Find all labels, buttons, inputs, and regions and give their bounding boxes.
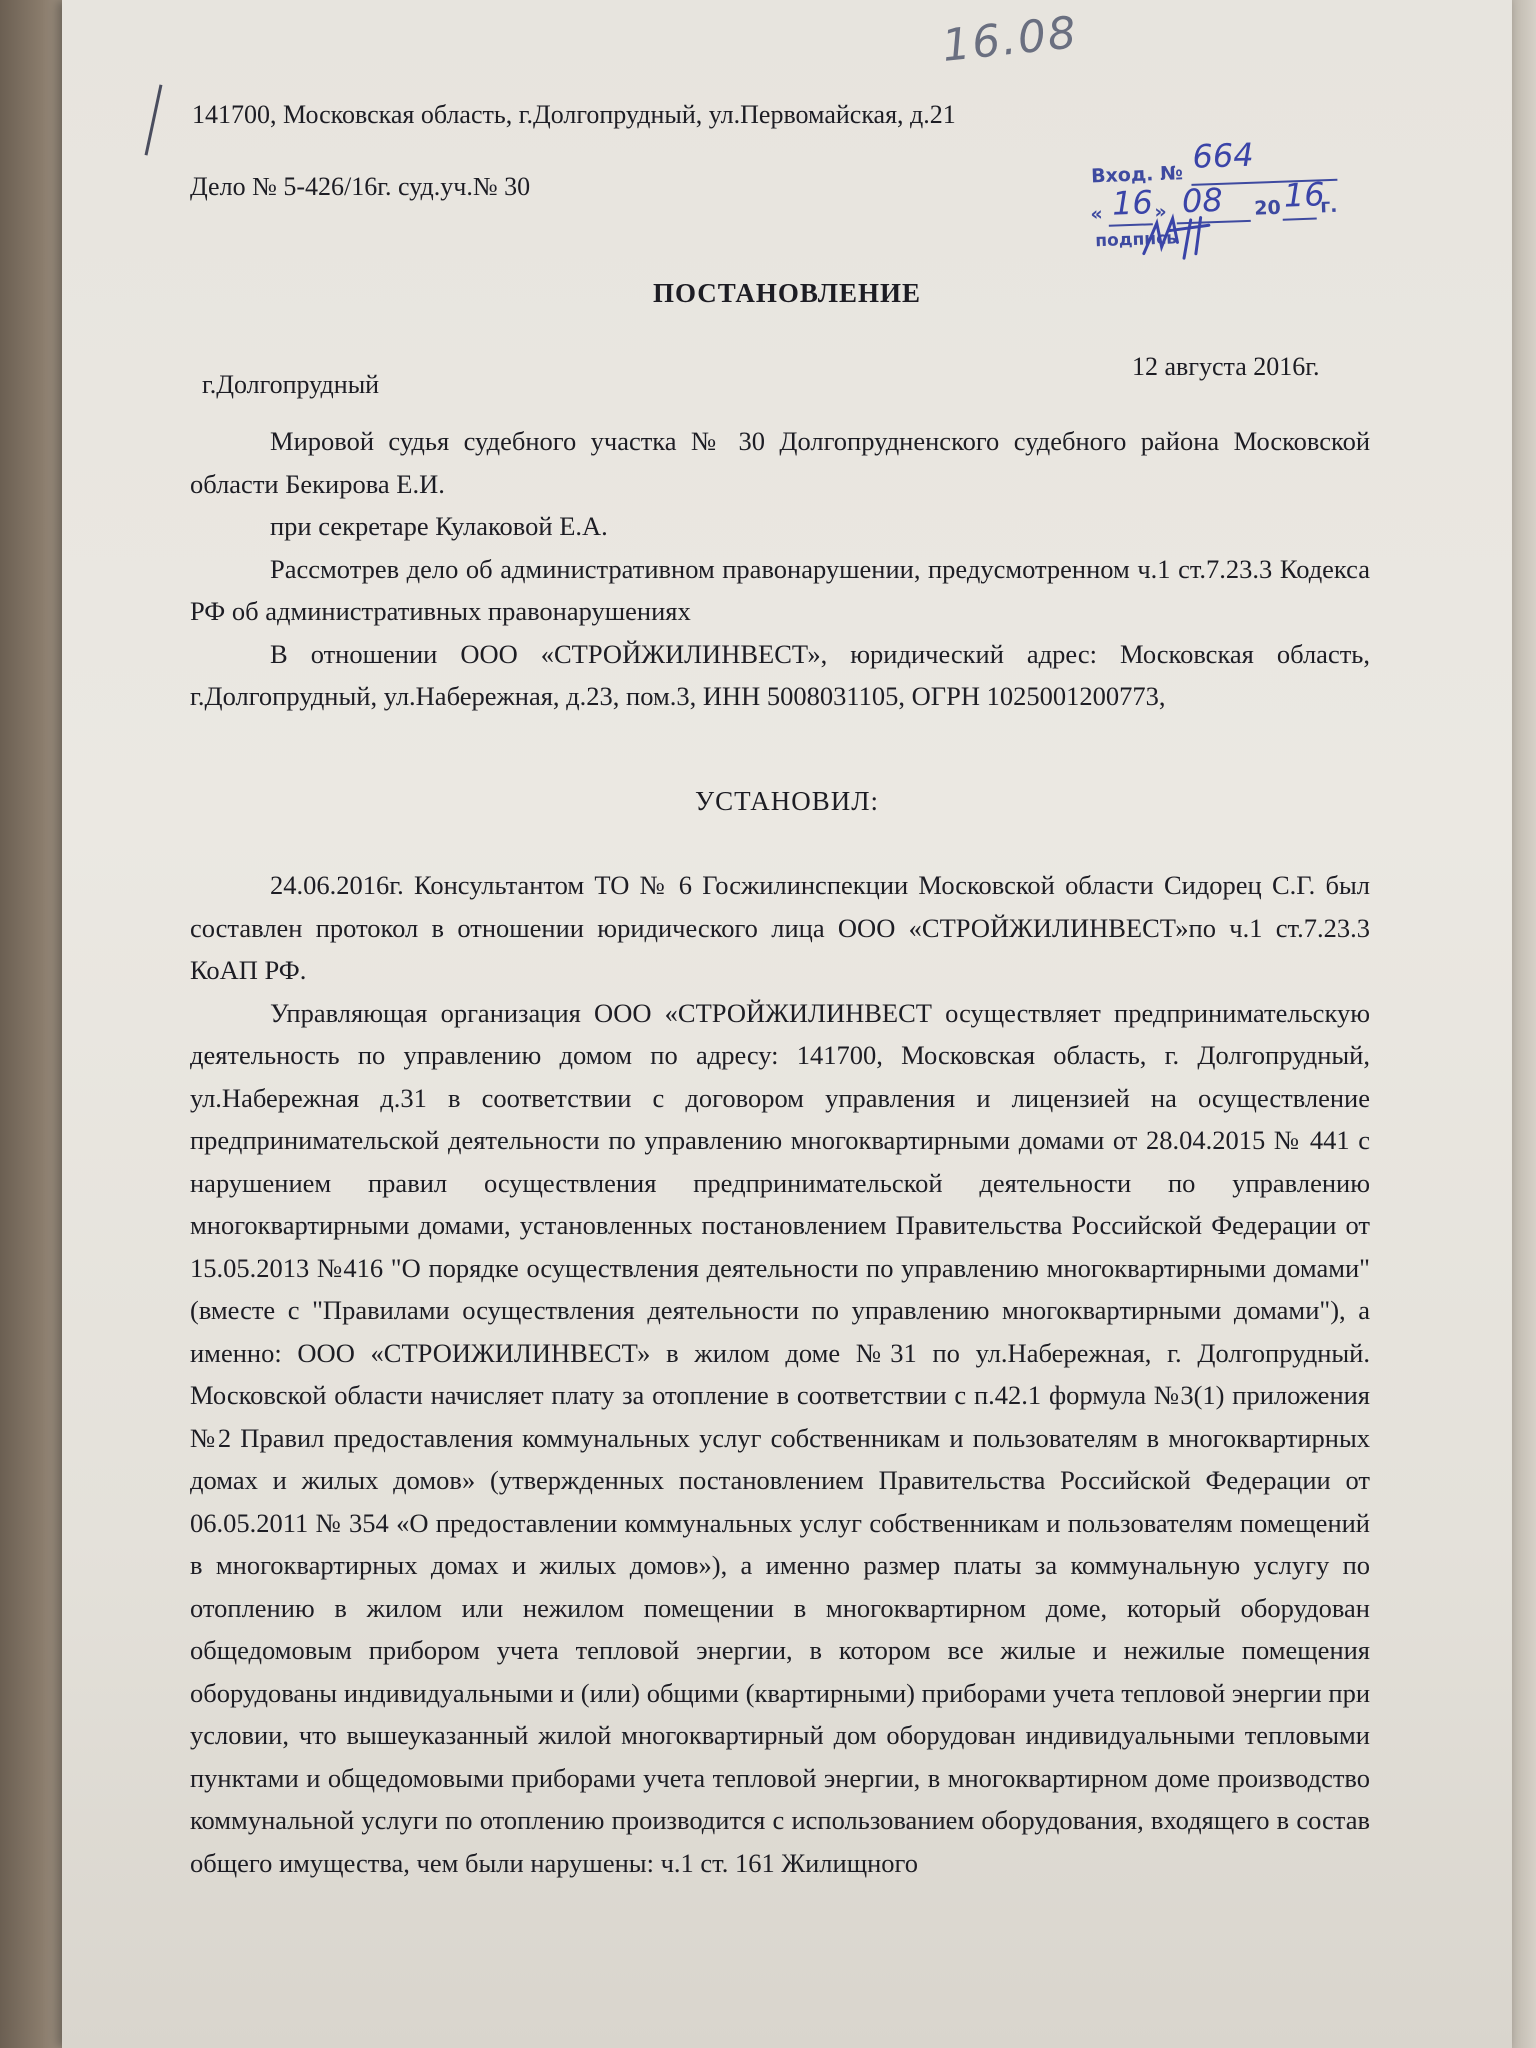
intro-paragraph: при секретаре Кулаковой Е.А. [270, 511, 608, 541]
stamp-incoming-label: Вход. № [1090, 162, 1184, 188]
margin-pen-mark [145, 84, 163, 155]
court-address: 141700, Московская область, г.Долгопрудный, ул.Первомайская, д.21 [192, 100, 956, 129]
stamp-quote-open: « [1090, 202, 1104, 226]
intro-paragraph: Мировой судья судебного участка № 30 Долгопрудненского судебного района Московской области Бекирова Е.И. [190, 426, 1370, 499]
stamp-incoming-number: 664 [1191, 135, 1255, 176]
incoming-registration-stamp [1026, 134, 1350, 265]
body-paragraph: Управляющая организация ООО «СТРОЙЖИЛИНВЕСТ осуществляет предпринимательскую деятельность по управлению домом по адресу: 141700, Московская область, г. Долгопрудный, ул.Набережная д.31 в соответствии с договором управления и лицензией на осуществление предпринимательской деятельности по управлению многоквартирными домами от 28.04.2015 № 441 с нарушением правил осуществления предпринимательской деятельности по управлению многоквартирными домами, установленных постановлением Правительства Российской Федерации от 15.05.2013 №416 "О порядке осуществления деятельности по управлению многоквартирными домами" (вместе с "Правилами осуществления деятельности по управлению многоквартирными домами"), а именно: ООО «СТРОИЖИЛИНВЕСТ» в жилом доме №31 по ул.Набережная, г. Долгопрудный. Московской области начисляет плату за отопление в соответствии с п.42.1 формула №3(1) приложения №2 Правил предоставления коммунальных услуг собственникам и пользователям в многоквартирных домах и жилых домов» (утвержденных постановлением Правительства Российской Федерации от 06.05.2011 № 354 «О предоставлении коммунальных услуг собственникам и пользователям помещений в многоквартирных домах и жилых домов»), а именно размер платы за коммунальную услугу по отоплению в жилом или нежилом помещении в многоквартирном доме, который оборудован общедомовым прибором учета тепловой энергии, в котором все жилые и нежилые помещения оборудованы индивидуальными и (или) общими (квартирными) приборами учета тепловой энергии при условии, что вышеуказанный жилой многоквартирный дом оборудован индивидуальными тепловыми пунктами и общедомовыми приборами учета тепловой энергии, в многоквартирном доме производство коммунальной услуги по отоплению производится с использованием оборудования, входящего в состав общего имущества, чем были нарушены: ч.1 ст. 161 Жилищного [190, 997, 1370, 1878]
case-number: Дело № 5-426/16г. суд.уч.№ 30 [190, 172, 531, 201]
handwritten-signature [1138, 211, 1220, 262]
stamp-year-prefix: 20 [1253, 196, 1282, 220]
body-paragraph: 24.06.2016г. Консультантом ТО № 6 Госжилинспекции Московской области Сидорец С.Г. был составлен протокол в отношении юридического лица ООО «СТРОЙЖИЛИНВЕСТ»по ч.1 ст.7.23.3 КоАП РФ. [190, 870, 1370, 985]
document-title: ПОСТАНОВЛЕНИЕ [652, 278, 922, 308]
stamp-year-suffix: 16 [1283, 175, 1326, 215]
desk-background-left [0, 0, 70, 2048]
handwritten-date-note: 16.08 [939, 7, 1081, 72]
intro-section [190, 420, 1370, 718]
intro-paragraph: В отношении ООО «СТРОЙЖИЛИНВЕСТ», юридический адрес: Московская область, г.Долгопрудный, ул.Набережная, д.23, пом.3, ИНН 5008031105, ОГРН 1025001200773, [190, 638, 1370, 711]
stamp-day: 16 [1111, 183, 1154, 223]
stamp-month: 08 [1181, 180, 1224, 221]
stamp-year-underline [1283, 218, 1317, 221]
stamp-signature-label: подпись [1095, 228, 1178, 252]
intro-paragraph: Рассмотрев дело об административном правонарушении, предусмотренном ч.1 ст.7.23.3 Кодекса РФ об административных правонарушениях [190, 553, 1370, 626]
stamp-year-unit: г. [1319, 194, 1338, 218]
body-section [190, 864, 1370, 1884]
section-heading-established: УСТАНОВИЛ: [694, 786, 880, 816]
document-page [62, 0, 1512, 2048]
document-city: г.Долгопрудный [202, 370, 380, 399]
stamp-quote-close: » [1154, 200, 1168, 224]
document-date: 12 августа 2016г. [1132, 352, 1320, 381]
